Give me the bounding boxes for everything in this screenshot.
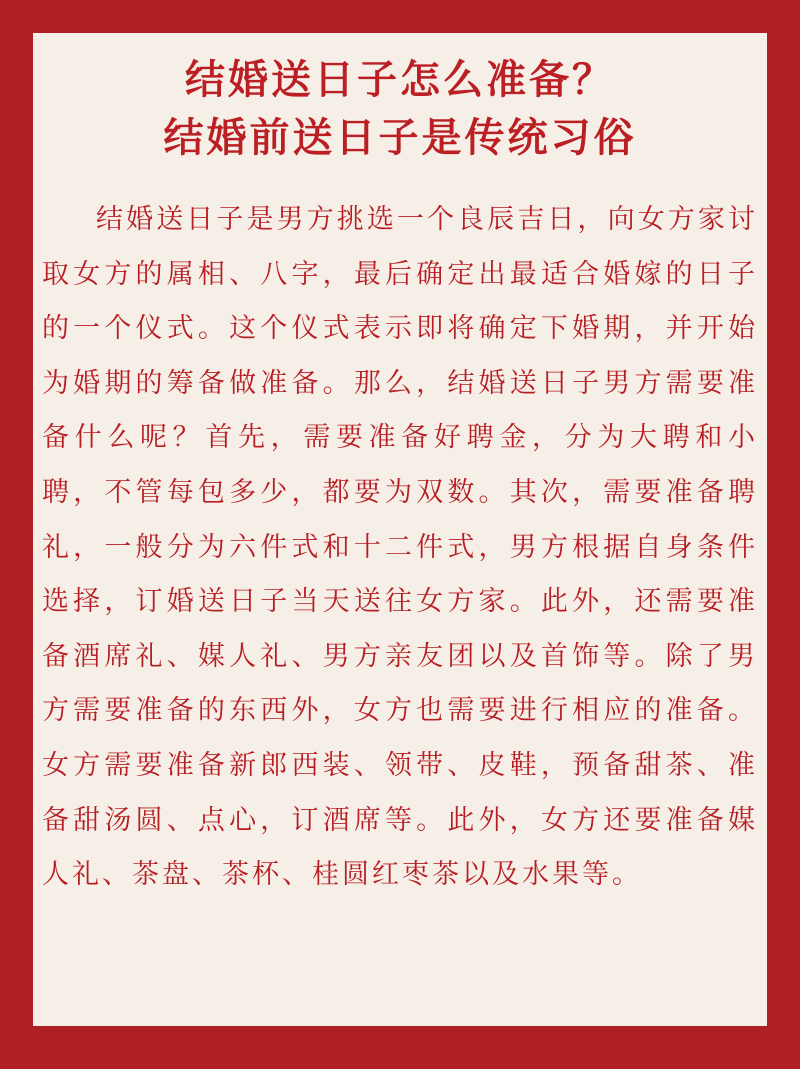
content-card	[33, 33, 767, 1026]
title-line-1: 结婚送日子怎么准备？	[185, 57, 615, 103]
title-line-2: 结婚前送日子是传统习俗	[163, 115, 637, 161]
page-title	[33, 51, 767, 167]
article-body: 结婚送日子是男方挑选一个良辰吉日，向女方家讨取女方的属相、八字，最后确定出最适合婚嫁的日子的一个仪式。这个仪式表示即将确定下婚期，并开始为婚期的筹备做准备。那么，结婚送日子男方需要准备什么呢？首先，需要准备好聘金，分为大聘和小聘，不管每包多少，都要为双数。其次，需要准备聘礼，一般分为六件式和十二件式，男方根据自身条件选择，订婚送日子当天送往女方家。此外，还需要准备酒席礼、媒人礼、男方亲友团以及首饰等。除了男方需要准备的东西外，女方也需要进行相应的准备。女方需要准备新郎西装、领带、皮鞋，预备甜茶、准备甜汤圆、点心，订酒席等。此外，女方还要准备媒人礼、茶盘、茶杯、桂圆红枣茶以及水果等。	[42, 204, 758, 891]
